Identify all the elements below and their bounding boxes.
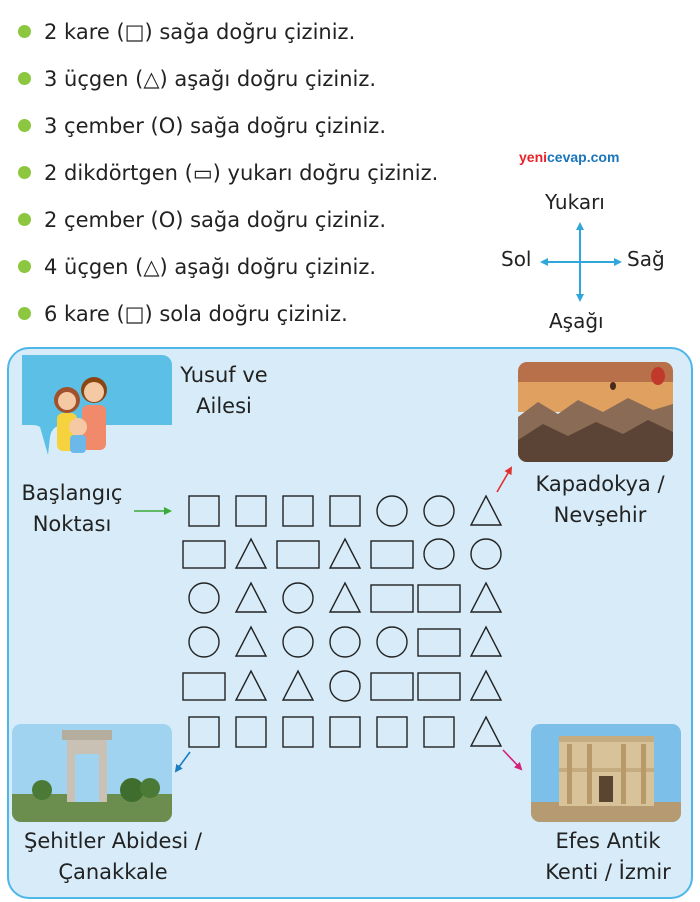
triangle-shape	[283, 671, 313, 700]
circle-shape	[424, 496, 454, 526]
triangle-shape	[236, 539, 266, 568]
square-shape	[283, 717, 313, 747]
triangle-shape	[236, 627, 266, 656]
triangle-shape	[330, 583, 360, 612]
brand-part-2: cevap.com	[547, 149, 620, 165]
square-shape	[283, 496, 313, 526]
instruction-text: 6 kare (□) sola doğru çiziniz.	[44, 302, 348, 326]
rectangle-shape	[371, 673, 413, 700]
instruction-text: 3 üçgen (△) aşağı doğru çiziniz.	[44, 67, 377, 91]
compass-up-label: Yukarı	[545, 190, 605, 214]
kapadokya-label-line-1: Kapadokya /	[535, 472, 665, 496]
circle-shape	[189, 627, 219, 657]
canakkale-label-line-2: Çanakkale	[58, 860, 168, 884]
square-shape	[236, 717, 266, 747]
family-label-line-2: Ailesi	[196, 394, 252, 418]
circle-shape	[189, 583, 219, 613]
compass-left-label: Sol	[501, 247, 532, 271]
square-shape	[330, 496, 360, 526]
brand-part-1: yeni	[519, 149, 548, 165]
triangle-shape	[236, 583, 266, 612]
circle-shape	[283, 627, 313, 657]
rectangle-shape	[418, 673, 460, 700]
circle-shape	[377, 496, 407, 526]
instruction-text: 2 çember (O) sağa doğru çiziniz.	[44, 208, 386, 232]
rectangle-shape	[371, 585, 413, 612]
family-label-line-1: Yusuf ve	[180, 363, 268, 387]
start-label-line-1: Başlangıç	[21, 481, 123, 505]
circle-shape	[424, 539, 454, 569]
square-shape	[189, 496, 219, 526]
efes-label-line-1: Efes Antik	[555, 829, 661, 853]
triangle-shape	[471, 717, 501, 746]
rectangle-shape	[418, 585, 460, 612]
start-label-line-2: Noktası	[32, 512, 112, 536]
circle-shape	[283, 583, 313, 613]
rectangle-shape	[371, 541, 413, 568]
triangle-shape	[236, 671, 266, 700]
triangle-shape	[471, 671, 501, 700]
circle-shape	[471, 539, 501, 569]
rectangle-shape	[183, 541, 225, 568]
kapadokya-label-line-2: Nevşehir	[553, 503, 647, 527]
compass-right-label: Sağ	[627, 247, 665, 271]
canakkale-label-line-1: Şehitler Abidesi /	[24, 829, 202, 853]
compass-down-label: Aşağı	[549, 309, 604, 333]
rectangle-shape	[277, 541, 319, 568]
triangle-shape	[471, 627, 501, 656]
instruction-text: 2 kare (□) sağa doğru çiziniz.	[44, 20, 356, 44]
triangle-shape	[330, 539, 360, 568]
square-shape	[377, 717, 407, 747]
triangle-shape	[471, 583, 501, 612]
square-shape	[424, 717, 454, 747]
square-shape	[330, 717, 360, 747]
square-shape	[189, 717, 219, 747]
circle-shape	[330, 671, 360, 701]
rectangle-shape	[183, 673, 225, 700]
circle-shape	[377, 627, 407, 657]
triangle-shape	[471, 496, 501, 525]
rectangle-shape	[418, 629, 460, 656]
instruction-text: 3 çember (O) sağa doğru çiziniz.	[44, 114, 386, 138]
efes-label-line-2: Kenti / İzmir	[545, 860, 671, 884]
square-shape	[236, 496, 266, 526]
circle-shape	[330, 627, 360, 657]
instruction-text: 4 üçgen (△) aşağı doğru çiziniz.	[44, 255, 377, 279]
instruction-text: 2 dikdörtgen (▭) yukarı doğru çiziniz.	[44, 161, 439, 185]
